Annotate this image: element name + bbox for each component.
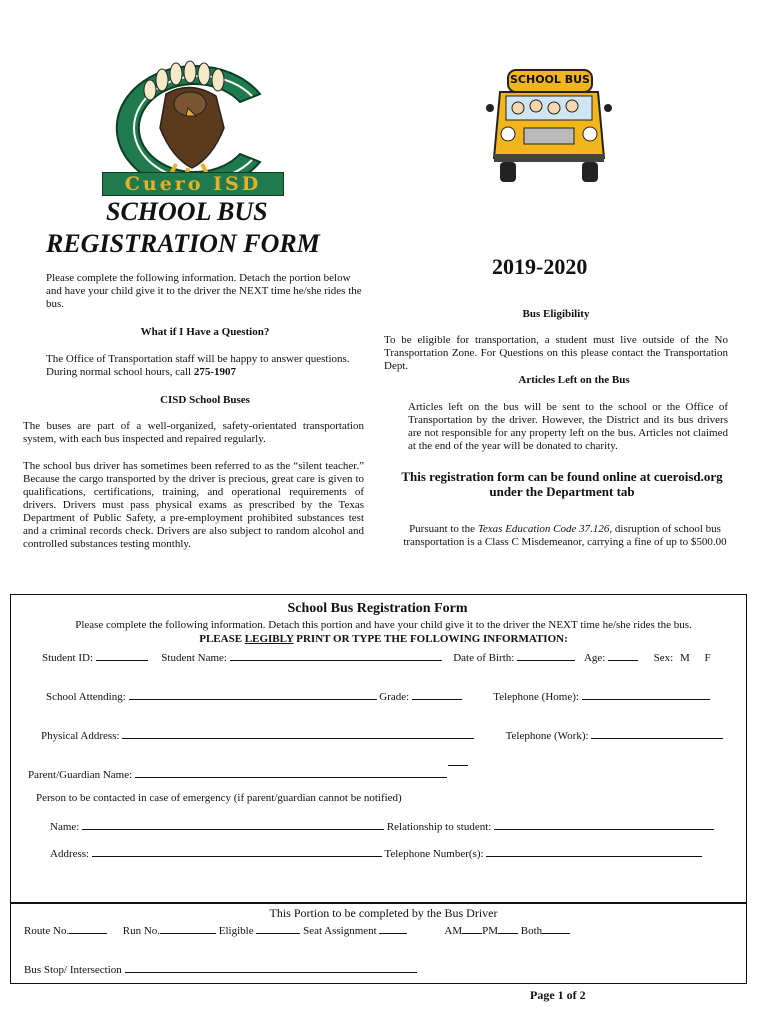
driver-text: The school bus driver has sometimes been referred to as the “silent teacher.” Because the cargo transported by the driver is precious, great care is given to qualifications, certifications, training, and operational requirements of drivers. Drivers must pass physical exams as prescribed by the Texas Department of Public Safety, a pre-employment prohibited substances test and a criminal records check. Drivers are also subject to random alcohol and controlled substances testing monthly. <box>23 460 364 550</box>
emergency-address-label: Address: <box>50 848 90 860</box>
school-label: School Attending: <box>46 691 126 703</box>
run-field[interactable] <box>160 922 216 934</box>
bus-sign: SCHOOL BUS <box>510 73 590 86</box>
guardian-label: Parent/Guardian Name: <box>28 769 133 781</box>
form-instructions: Please complete the following information. Detach this portion and have your child give it to the driver the NEXT time he/she rides the bus. <box>75 619 692 631</box>
eligible-label: Eligible <box>218 925 254 937</box>
route-field[interactable] <box>69 922 107 934</box>
online-note: This registration form can be found online at cueroisd.org under the Department tab <box>401 469 723 499</box>
articles-text: Articles left on the bus will be sent to the school or the Office of Transportation by the driver. However, the District and its bus drivers are not responsible for any property left on the bus. Articles not claimed at the end of the year will be donated to charity. <box>408 401 728 452</box>
tel-work-field[interactable] <box>591 727 723 739</box>
logo-wordmark: Cuero ISD <box>102 172 284 196</box>
intro-text: Please complete the following information. Detach the portion below and have your child give it to the driver the NEXT time he/she rides the bus. <box>46 272 362 310</box>
school-year: 2019-2020 <box>492 254 588 279</box>
emergency-address-field[interactable] <box>92 845 382 857</box>
student-id-field[interactable] <box>96 649 148 661</box>
eligible-field[interactable] <box>256 922 300 934</box>
age-label: Age: <box>583 652 606 664</box>
emergency-name-label: Name: <box>50 821 80 833</box>
sex-f-option[interactable]: F <box>704 652 711 664</box>
row-driver <box>24 922 744 938</box>
bus-stop-field[interactable] <box>125 961 417 973</box>
title-line-1: SCHOOL BUS <box>106 197 268 226</box>
eligibility-heading: Bus Eligibility <box>522 308 590 320</box>
student-name-field[interactable] <box>230 649 442 661</box>
row-emergency-name <box>50 818 750 834</box>
guardian-field[interactable] <box>135 766 447 778</box>
buses-text: The buses are part of a well-organized, safety-orientated transportation system, with each bus inspected and repaired regularly. <box>23 420 364 445</box>
age-field[interactable] <box>608 649 638 661</box>
relationship-label: Relationship to student: <box>386 821 492 833</box>
pm-field[interactable] <box>498 922 518 934</box>
print-legibly: LEGIBLY <box>244 633 294 645</box>
sex-m-option[interactable]: M <box>679 652 690 664</box>
print-pre: PLEASE <box>199 633 243 645</box>
tel-home-field[interactable] <box>582 688 710 700</box>
physical-address-label: Physical Address: <box>41 730 120 742</box>
emergency-text: Person to be contacted in case of emergency (if parent/guardian cannot be notified) <box>36 792 402 804</box>
page-number: Page 1 of 2 <box>530 988 586 1002</box>
row-school <box>46 688 746 704</box>
print-post: PRINT OR TYPE THE FOLLOWING INFORMATION: <box>296 633 568 645</box>
am-label: AM <box>444 925 463 937</box>
guardian-extra-line[interactable] <box>448 754 468 766</box>
physical-address-field[interactable] <box>122 727 474 739</box>
row-emergency-address <box>50 845 750 861</box>
school-bus-illustration <box>486 62 612 188</box>
driver-title: This Portion to be completed by the Bus Driver <box>269 906 498 920</box>
question-heading: What if I Have a Question? <box>140 326 270 338</box>
question-body: The Office of Transportation staff will be happy to answer questions. During normal school hours, call <box>46 353 350 378</box>
am-field[interactable] <box>462 922 482 934</box>
buses-heading: CISD School Buses <box>160 394 250 406</box>
print-instructions <box>10 633 757 646</box>
code-prefix: Pursuant to the <box>409 523 476 535</box>
code-name: Texas Education Code 37.126, <box>477 523 613 535</box>
tel-numbers-field[interactable] <box>486 845 702 857</box>
emergency-name-field[interactable] <box>82 818 384 830</box>
form-title: School Bus Registration Form <box>287 601 468 616</box>
phone-number: 275-1907 <box>193 366 237 378</box>
cuero-isd-logo <box>92 58 292 198</box>
student-name-label: Student Name: <box>161 652 227 664</box>
sex-label: Sex: <box>653 652 674 664</box>
both-field[interactable] <box>542 922 570 934</box>
relationship-field[interactable] <box>494 818 714 830</box>
row-address <box>41 727 741 743</box>
eligibility-text: To be eligible for transportation, a student must live outside of the No Transportation Zone. For Questions on this please contact the Transportation Dept. <box>384 334 728 372</box>
tel-work-label: Telephone (Work): <box>505 730 589 742</box>
tel-numbers-label: Telephone Number(s): <box>384 848 484 860</box>
page-title <box>46 196 320 260</box>
student-id-label: Student ID: <box>42 652 94 664</box>
code-text <box>398 523 732 549</box>
grade-label: Grade: <box>379 691 410 703</box>
question-text <box>46 353 366 379</box>
row-bus-stop <box>24 961 744 977</box>
seat-field[interactable] <box>379 922 407 934</box>
bus-stop-label: Bus Stop/ Intersection <box>24 964 122 976</box>
tel-home-label: Telephone (Home): <box>493 691 579 703</box>
pm-label: PM <box>482 925 499 937</box>
articles-heading: Articles Left on the Bus <box>518 374 630 386</box>
school-field[interactable] <box>129 688 377 700</box>
run-label: Run No. <box>122 925 161 937</box>
grade-field[interactable] <box>412 688 462 700</box>
dob-label: Date of Birth: <box>453 652 515 664</box>
both-label: Both <box>520 925 543 937</box>
route-label: Route No. <box>24 925 70 937</box>
code-suffix: disruption of school bus transportation is a Class C Misdemeanor, carrying a fine of up to $500.00 <box>403 523 727 548</box>
title-line-2: REGISTRATION FORM <box>46 229 320 258</box>
row-guardian <box>28 766 728 782</box>
dob-field[interactable] <box>517 649 575 661</box>
seat-label: Seat Assignment <box>303 925 377 937</box>
row-student <box>42 649 742 665</box>
